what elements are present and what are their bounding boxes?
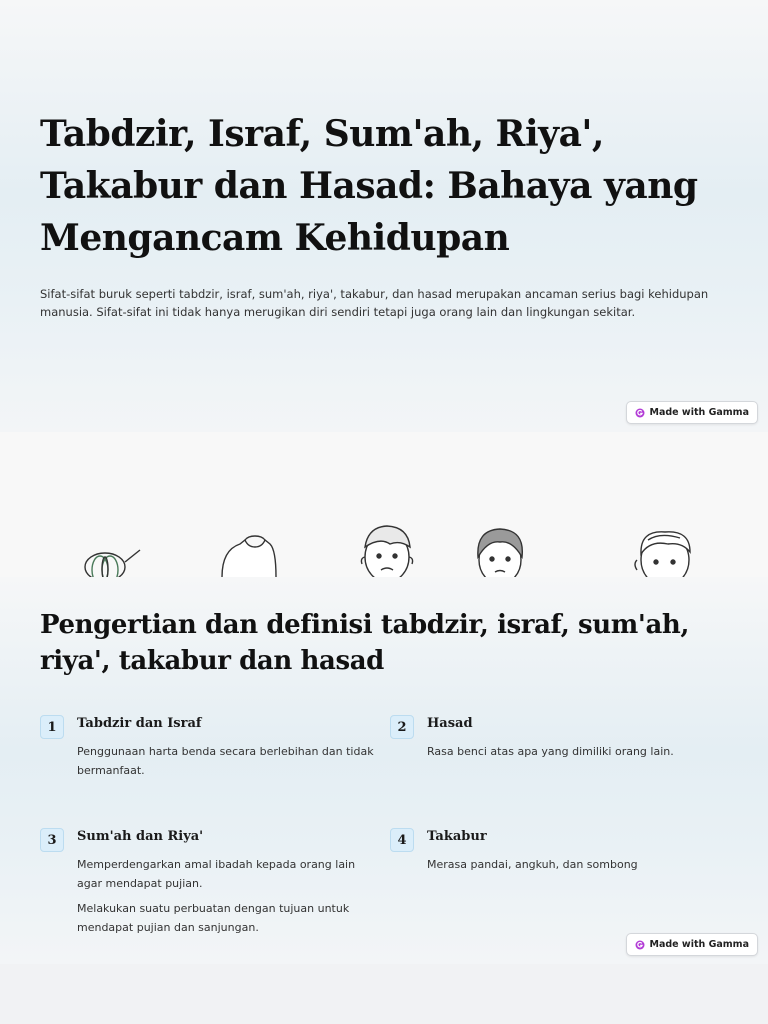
badge-label: Made with Gamma bbox=[649, 939, 749, 950]
boy-face-icon bbox=[361, 526, 412, 577]
rope-coil-icon bbox=[85, 550, 140, 577]
item-number-badge: 3 bbox=[40, 828, 64, 852]
item-body bbox=[77, 742, 377, 786]
slide-title: Tabdzir, Israf, Sum'ah, Riya', Takabur dan Hasad: Bahaya yang Mengancam Kehidupan bbox=[40, 113, 698, 259]
woman-face-icon bbox=[478, 529, 522, 577]
item-title: Sum'ah dan Riya' bbox=[77, 829, 204, 844]
definitions-slide bbox=[0, 577, 768, 964]
slide-description: Sifat-sifat buruk seperti tabdzir, israf, sum'ah, riya', takabur, dan hasad merupakan ancaman serius bagi kehidupan manusia. Sifat-sifat ini tidak hanya merugikan diri sendiri tetapi juga orang lain dan lingkungan sekitar. bbox=[40, 287, 709, 319]
item-number-badge: 1 bbox=[40, 715, 64, 739]
item-number-badge: 2 bbox=[390, 715, 414, 739]
item-text: Rasa benci atas apa yang dimiliki orang lain. bbox=[427, 745, 674, 758]
gamma-logo-icon bbox=[635, 408, 645, 418]
shirt-icon bbox=[222, 536, 276, 577]
item-text: Melakukan suatu perbuatan dengan tujuan untuk mendapat pujian dan sanjungan. bbox=[77, 902, 350, 934]
item-number-badge: 4 bbox=[390, 828, 414, 852]
illustration-strip bbox=[0, 432, 768, 577]
item-text: Memperdengarkan amal ibadah kepada orang lain agar mendapat pujian. bbox=[77, 858, 356, 890]
item-body bbox=[427, 742, 727, 767]
item-text: Merasa pandai, angkuh, dan sombong bbox=[427, 858, 638, 871]
man-face-icon bbox=[635, 532, 690, 577]
item-body bbox=[427, 855, 727, 880]
made-with-gamma-badge[interactable] bbox=[626, 933, 758, 956]
item-title: Hasad bbox=[427, 716, 473, 731]
item-body bbox=[77, 855, 377, 943]
made-with-gamma-badge[interactable] bbox=[626, 401, 758, 424]
item-text: Penggunaan harta benda secara berlebihan dan tidak bermanfaat. bbox=[77, 745, 374, 777]
item-title: Tabdzir dan Israf bbox=[77, 716, 202, 731]
illustration-slide bbox=[0, 432, 768, 577]
item-title: Takabur bbox=[427, 829, 487, 844]
badge-label: Made with Gamma bbox=[649, 407, 749, 418]
title-slide bbox=[0, 0, 768, 432]
definitions-title: Pengertian dan definisi tabdzir, israf, sum'ah, riya', takabur dan hasad bbox=[40, 610, 690, 676]
gamma-logo-icon bbox=[635, 940, 645, 950]
